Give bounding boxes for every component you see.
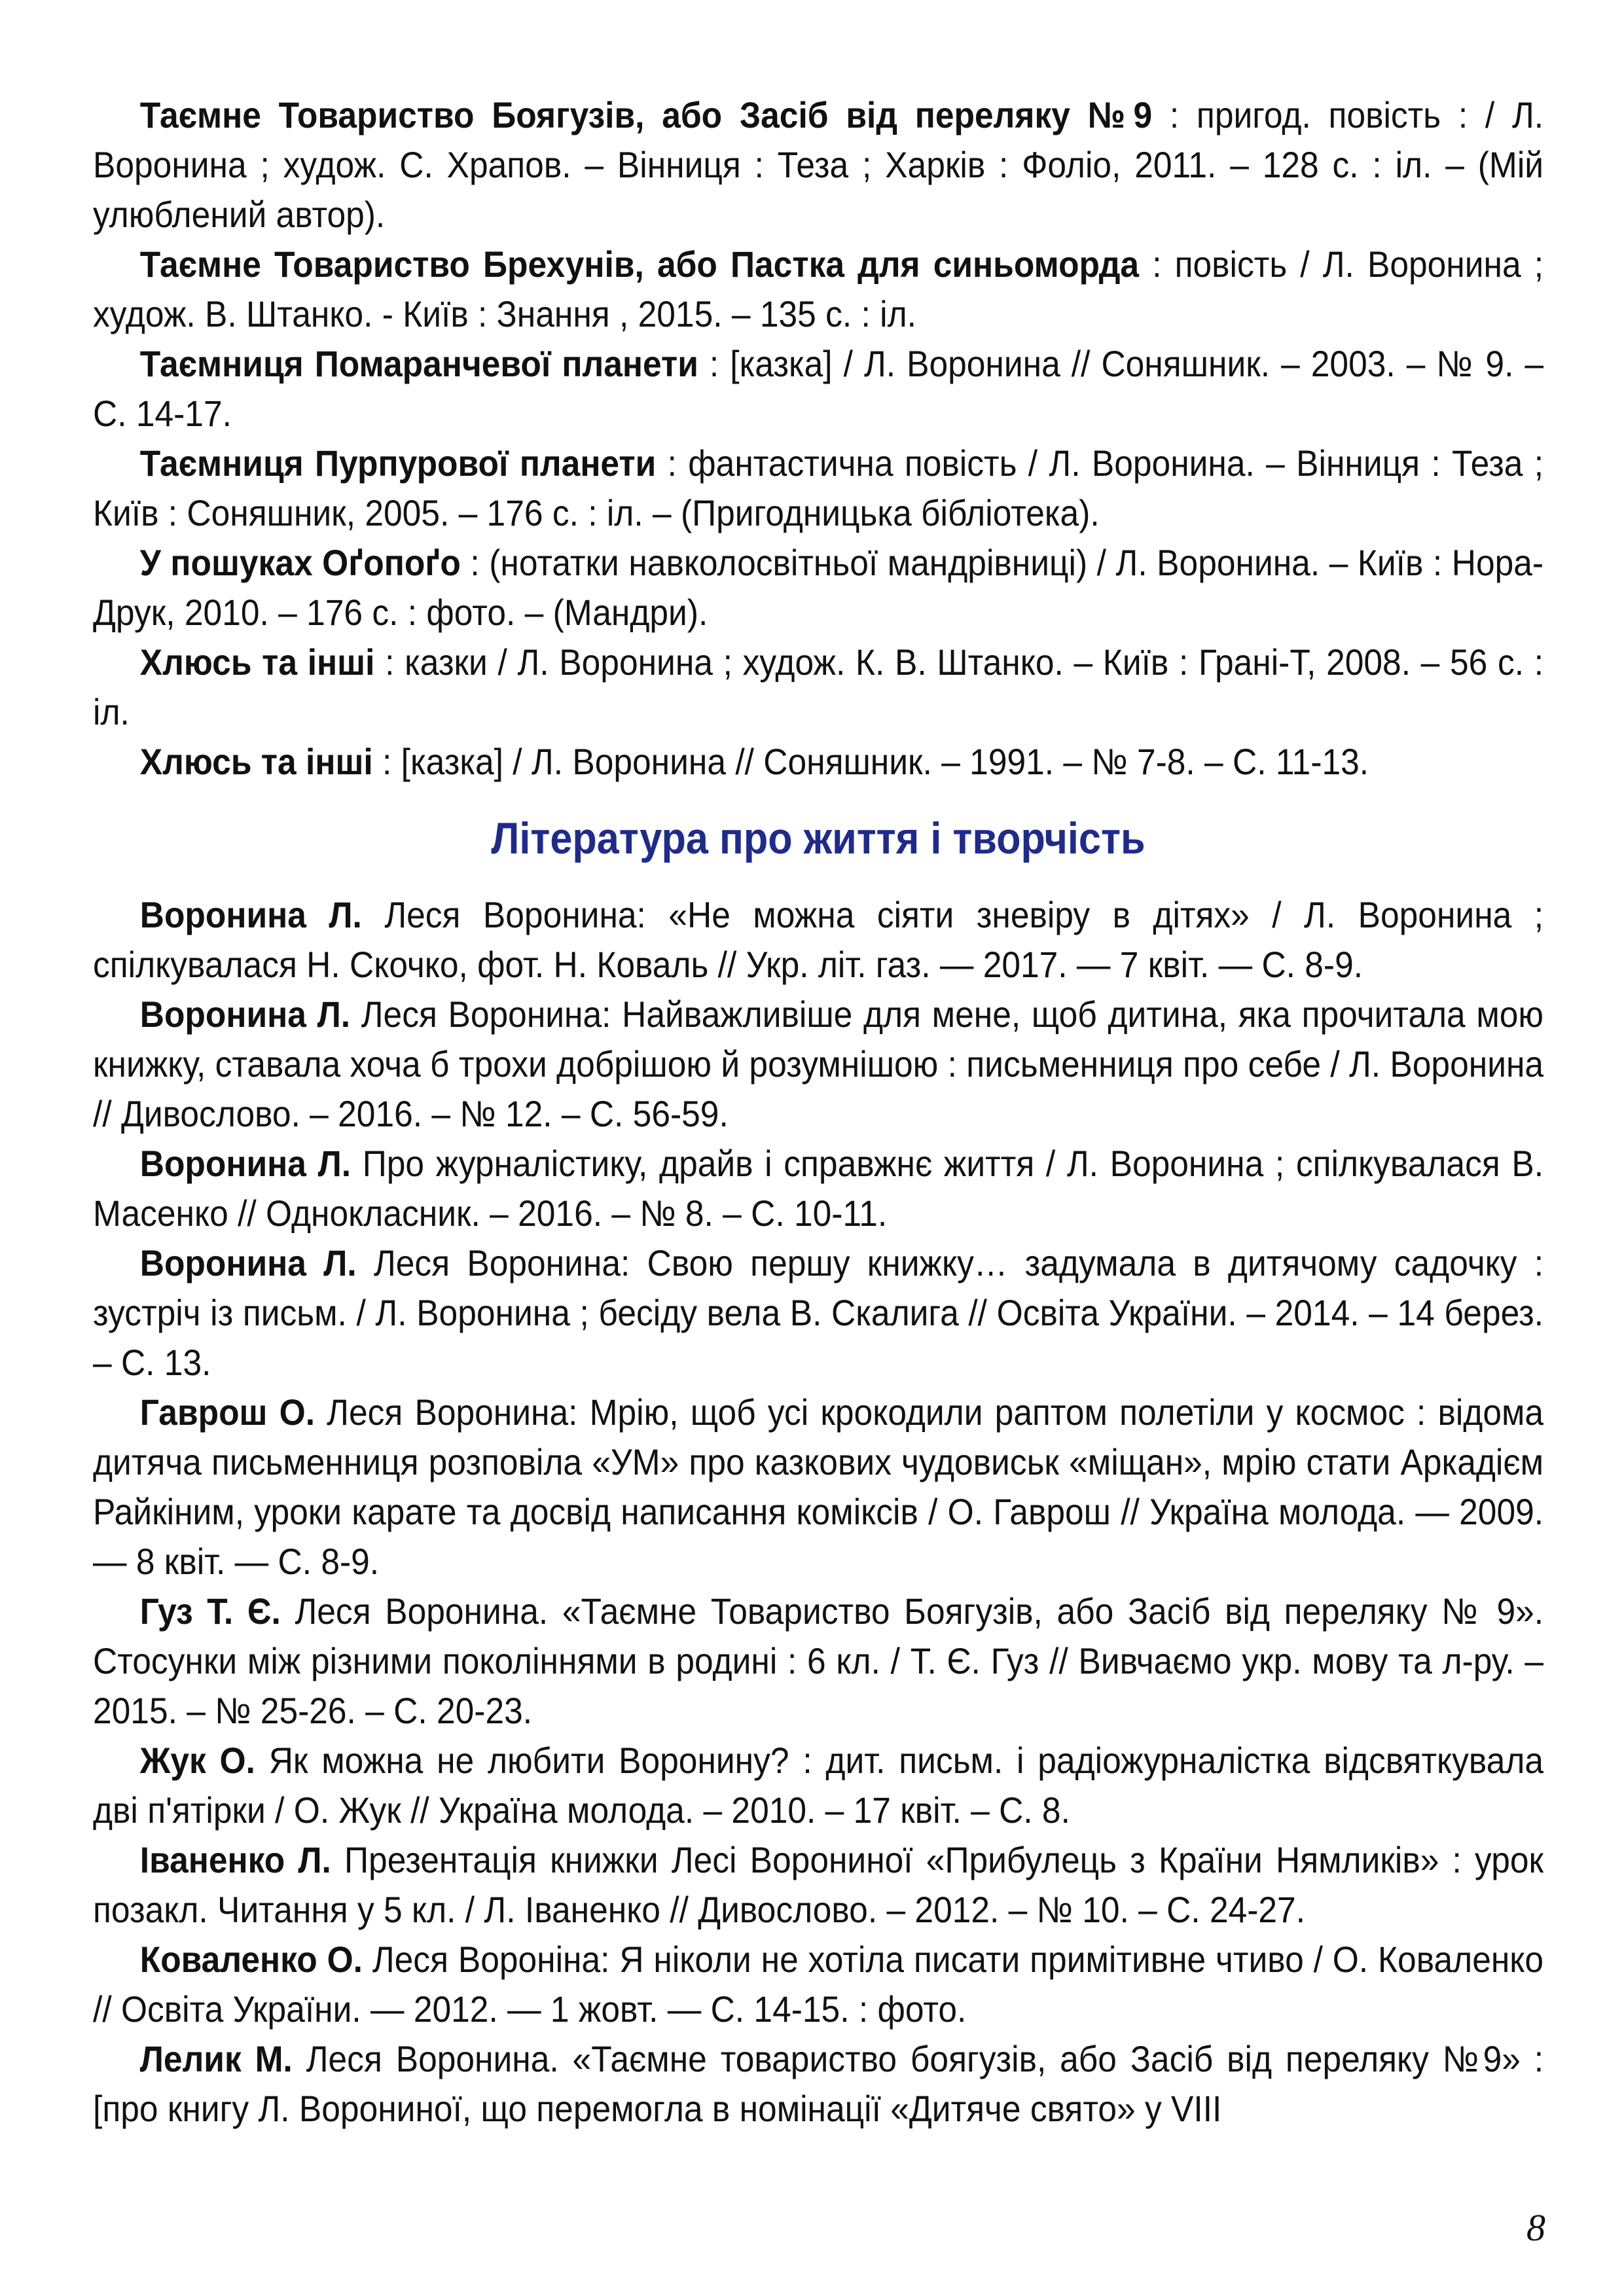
entry-author: Воронина Л. — [139, 1143, 352, 1184]
entry-details: : [казка] / Л. Воронина // Соняшник. – 2003. – № 9. – С. 14-17. — [93, 343, 1544, 434]
entry-details: : фантастична повість / Л. Воронина. – Вінниця : Теза ; Київ : Соняшник, 2005. – 176 с. : іл. – (Пригодницька бібліотека). — [93, 442, 1544, 533]
entry-details: Леся Воронина: Найважливіше для мене, щоб дитина, яка прочитала мою книжку, ставала хоча б трохи добрішою й розумнішою : письменниця про себе / Л. Воронина // Дивослово. – 2016. – № 12. – С. 56-59. — [93, 994, 1544, 1134]
bibliography-entry — [93, 439, 1543, 538]
bibliography-entry — [93, 1139, 1543, 1238]
bibliography-entry — [93, 1238, 1543, 1388]
bibliography-entry — [93, 637, 1543, 737]
entry-title: Хлюсь та інші — [139, 641, 375, 683]
bibliography-entry — [93, 90, 1543, 240]
entry-title: Таємне Товариство Боягузів, або Засіб від переляку №9 — [139, 94, 1153, 135]
bibliography-entry — [93, 1587, 1543, 1736]
entry-author: Жук О. — [139, 1740, 255, 1781]
entry-author: Воронина Л. — [139, 1242, 357, 1283]
bibliography-entry — [93, 2034, 1543, 2134]
entry-title: У пошуках Оґопоґо — [139, 542, 461, 583]
entry-details: Леся Вороніна: Я ніколи не хотіла писати примітивне чтиво / О. Коваленко // Освіта України. — 2012. — 1 жовт. — С. 14-15. : фото. — [93, 1939, 1544, 2030]
entry-author: Гаврош О. — [139, 1391, 316, 1433]
entry-details: : пригод. повість : / Л. Воронина ; худож. С. Храпов. – Вінниця : Теза ; Харків : Фоліо, 2011. – 128 с. : іл. – (Мій улюблений автор). — [93, 94, 1544, 235]
bibliography-entry — [93, 1736, 1543, 1835]
bibliography-entry — [93, 990, 1543, 1139]
entry-details: Леся Воронина. «Таємне Товариство Боягузів, або Засіб від переляку № 9». Стосунки між різними поколіннями в родині : 6 кл. / Т. Є. Гуз // Вивчаємо укр. мову та л-ру. – 2015. – № 25-26. – С. 20-23. — [93, 1590, 1544, 1731]
entry-title: Таємниця Помаранчевої планети — [139, 343, 698, 384]
entry-details: Як можна не любити Воронину? : дит. письм. і радіожурналістка відсвяткувала дві п'ятірки / О. Жук // Україна молода. – 2010. – 17 квіт. – С. 8. — [93, 1740, 1544, 1831]
entry-details: Про журналістику, драйв і справжнє життя / Л. Воронина ; спілкувалася В. Масенко // Однокласник. – 2016. – № 8. – С. 10-11. — [93, 1143, 1544, 1234]
bibliography-entry — [93, 1835, 1543, 1935]
bibliography-entry — [93, 890, 1543, 990]
entry-details: : казки / Л. Воронина ; худож. К. В. Штанко. – Київ : Грані-Т, 2008. – 56 с. : іл. — [93, 641, 1544, 732]
bibliography-content — [93, 90, 1543, 2134]
entry-author: Коваленко О. — [139, 1939, 363, 1980]
bibliography-entry — [93, 339, 1543, 439]
entry-details: : [казка] / Л. Воронина // Соняшник. – 1991. – № 7-8. – С. 11-13. — [372, 741, 1369, 782]
entry-details: Леся Воронина: Свою першу книжку… задумала в дитячому садочку : зустріч із письм. / Л. Воронина ; бесіду вела В. Скалига // Освіта України. – 2014. – 14 берез. – С. 13. — [93, 1242, 1544, 1383]
entry-author: Воронина Л. — [139, 994, 351, 1035]
section-heading: Література про життя і творчість — [491, 814, 1146, 863]
entry-details: Леся Воронина: Мрію, щоб усі крокодили раптом полетіли у космос : відома дитяча письменниця розповіла «УМ» про казкових чудовиськ «міщан», мрію стати Аркадієм Райкіним, уроки карате та досвід написання коміксів / О. Гаврош // Україна молода. — 2009. — 8 квіт. — С. 8-9. — [93, 1391, 1544, 1582]
bibliography-entry — [93, 1388, 1543, 1587]
bibliography-entry — [93, 1935, 1543, 2034]
entry-details: Презентація книжки Лесі Ворониної «Прибулець з Країни Нямликів» : урок позакл. Читання у 5 кл. / Л. Іваненко // Дивослово. – 2012. – № 10. – С. 24-27. — [93, 1839, 1544, 1930]
bibliography-entry — [93, 240, 1543, 339]
entry-author: Іваненко Л. — [139, 1839, 331, 1880]
entry-title: Таємниця Пурпурової планети — [139, 442, 657, 484]
entry-author: Гуз Т. Є. — [139, 1590, 281, 1632]
page-number: 8 — [1526, 2206, 1545, 2249]
entry-title: Таємне Товариство Брехунів, або Пастка для синьоморда — [139, 243, 1140, 285]
entry-author: Воронина Л. — [139, 894, 362, 935]
entry-title: Хлюсь та інші — [139, 741, 373, 782]
bibliography-entry — [93, 737, 1543, 787]
entry-author: Лелик М. — [139, 2038, 293, 2079]
entry-details: : (нотатки навколосвітньої мандрівниці) / Л. Воронина. – Київ : Нора-Друк, 2010. – 176 с. : фото. – (Мандри). — [93, 542, 1544, 633]
entry-details: Леся Воронина: «Не можна сіяти зневіру в дітях» / Л. Воронина ; спілкувалася Н. Скочко, фот. Н. Коваль // Укр. літ. газ. — 2017. — 7 квіт. — С. 8-9. — [93, 894, 1544, 985]
entry-details: Леся Воронина. «Таємне товариство боягузів, або Засіб від переляку №9» : [про книгу Л. Ворониної, що перемогла в номінації «Дитяче свято» у VIII — [93, 2038, 1544, 2129]
bibliography-entry — [93, 538, 1543, 637]
entry-details: : повість / Л. Воронина ; худож. В. Штанко. - Київ : Знання , 2015. – 135 с. : іл. — [93, 243, 1544, 334]
